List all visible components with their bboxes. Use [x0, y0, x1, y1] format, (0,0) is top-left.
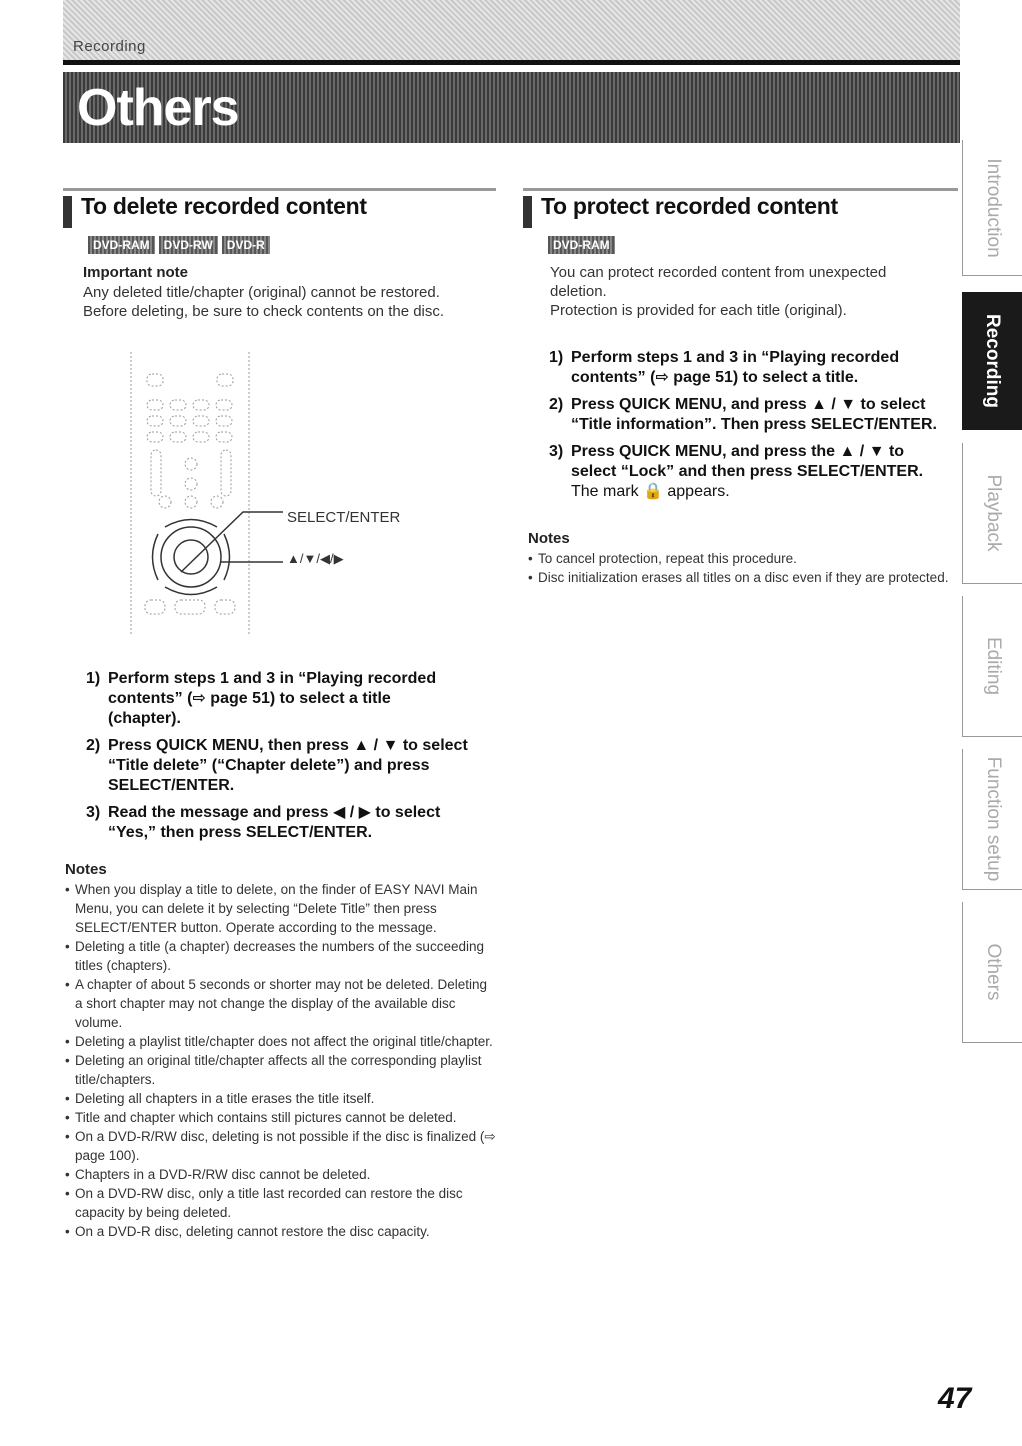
- step-item: 3) Press QUICK MENU, and press the ▲ / ▼ to select “Lock” and then press SELECT/ENTER. The mark 🔒 appears.: [549, 442, 961, 502]
- protect-section-title: To protect recorded content: [541, 193, 838, 219]
- badge-dvd-ram: DVD-RAM: [548, 236, 615, 254]
- note-item: • Chapters in a DVD-R/RW disc cannot be deleted.: [65, 1165, 497, 1184]
- section-marker: [63, 196, 72, 228]
- note-item: • Disc initialization erases all titles on a disc even if they are protected.: [528, 568, 958, 587]
- badge-dvd-rw: DVD-RW: [159, 236, 218, 254]
- note-item: • Title and chapter which contains still pictures cannot be deleted.: [65, 1108, 497, 1127]
- notes-heading: Notes: [528, 530, 570, 547]
- note-item: • When you display a title to delete, on the finder of EASY NAVI Main Menu, you can delete it by selecting “Delete Title” then press SELECT/ENTER button. Operate according to the message.: [65, 880, 497, 937]
- note-item: • Deleting all chapters in a title erases the title itself.: [65, 1089, 497, 1108]
- section-marker: [523, 196, 532, 228]
- notes-list: [65, 880, 497, 1241]
- header-rule: [63, 60, 960, 65]
- delete-section-header: [63, 188, 496, 221]
- badge-dvd-ram: DVD-RAM: [88, 236, 155, 254]
- step-result: The mark 🔒 appears.: [571, 483, 730, 500]
- protect-notes: [528, 530, 958, 587]
- tab-others[interactable]: Others: [962, 902, 1022, 1043]
- protect-section-header: [523, 188, 958, 221]
- step-item: 2) Press QUICK MENU, then press ▲ / ▼ to select “Title delete” (“Chapter delete”) and press SELECT/ENTER.: [86, 737, 468, 794]
- step-item: 1) Perform steps 1 and 3 in “Playing recorded contents” (⇨ page 51) to select a title.: [549, 349, 900, 386]
- tab-playback[interactable]: Playback: [962, 443, 1022, 584]
- note-item: • Deleting a playlist title/chapter does not affect the original title/chapter.: [65, 1032, 497, 1051]
- note-item: • A chapter of about 5 seconds or shorter may not be deleted. Deleting a short chapter may not change the display of the available disc volume.: [65, 975, 497, 1032]
- delete-section-title: To delete recorded content: [81, 193, 367, 219]
- protect-intro: [550, 263, 960, 320]
- tab-function-setup[interactable]: Function setup: [962, 749, 1022, 890]
- section-label: Recording: [73, 38, 146, 55]
- important-line: Before deleting, be sure to check contents on the disc.: [83, 303, 445, 320]
- important-heading: Important note: [83, 264, 188, 281]
- notes-heading: Notes: [65, 861, 107, 878]
- intro-line: You can protect recorded content from unexpected: [550, 264, 887, 281]
- remote-illustration: [125, 352, 425, 637]
- note-item: • To cancel protection, repeat this procedure.: [528, 549, 958, 568]
- step-item: 1) Perform steps 1 and 3 in “Playing recorded contents” (⇨ page 51) to select a title (chapter).: [86, 670, 437, 727]
- protect-disc-badges: [548, 236, 615, 254]
- section-header-band: [63, 0, 960, 60]
- select-enter-label: SELECT/ENTER: [287, 509, 401, 526]
- tab-introduction[interactable]: Introduction: [962, 140, 1022, 276]
- page-title-band: [63, 72, 960, 143]
- page-title: Others: [77, 79, 239, 137]
- badge-dvd-r: DVD-R: [222, 236, 270, 254]
- important-line: Any deleted title/chapter (original) cannot be restored.: [83, 284, 440, 301]
- step-item: 3) Read the message and press ◀ / ▶ to select “Yes,” then press SELECT/ENTER.: [86, 804, 441, 841]
- protect-steps: [549, 348, 961, 509]
- note-item: • On a DVD-R disc, deleting cannot restore the disc capacity.: [65, 1222, 497, 1241]
- delete-disc-badges: [88, 236, 270, 254]
- page-number: 47: [938, 1382, 972, 1415]
- note-item: • On a DVD-R/RW disc, deleting is not possible if the disc is finalized (⇨ page 100).: [65, 1127, 497, 1165]
- intro-line: Protection is provided for each title (original).: [550, 302, 847, 319]
- step-item: 2) Press QUICK MENU, and press ▲ / ▼ to select “Title information”. Then press SELECT/ENTER.: [549, 396, 937, 433]
- intro-line: deletion.: [550, 283, 607, 300]
- arrow-keys-label: ▲/▼/◀/▶: [287, 551, 344, 566]
- notes-list: [528, 549, 958, 587]
- important-note: [83, 264, 503, 321]
- tab-recording[interactable]: Recording: [962, 292, 1022, 430]
- note-item: • Deleting a title (a chapter) decreases the numbers of the succeeding titles (chapters).: [65, 937, 497, 975]
- delete-notes: [65, 861, 497, 1241]
- tab-editing[interactable]: Editing: [962, 596, 1022, 737]
- note-item: • On a DVD-RW disc, only a title last recorded can restore the disc capacity by being deleted.: [65, 1184, 497, 1222]
- note-item: • Deleting an original title/chapter affects all the corresponding playlist title/chapters.: [65, 1051, 497, 1089]
- delete-steps: [86, 669, 506, 850]
